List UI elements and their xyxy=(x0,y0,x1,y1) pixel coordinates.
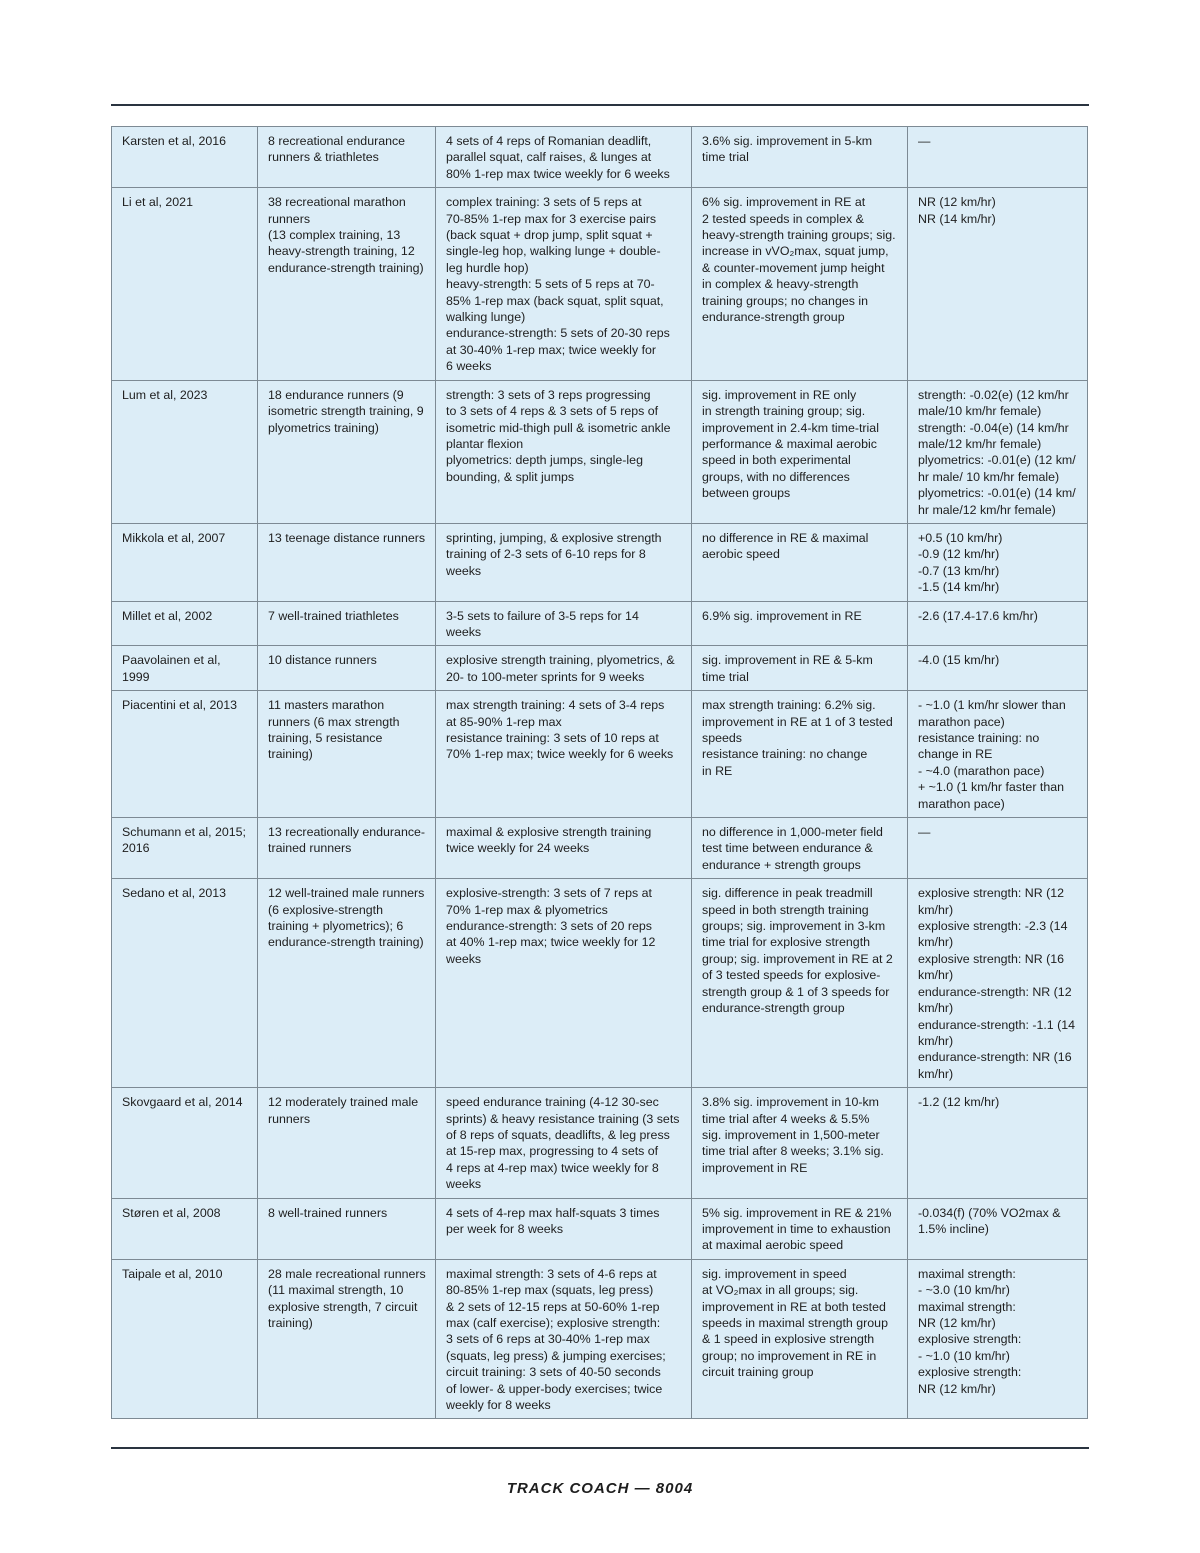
study-cell xyxy=(112,127,258,188)
cell-line: maximal strength: xyxy=(918,1266,1016,1281)
table-row xyxy=(112,1088,1088,1198)
cell-line: 1.5% incline) xyxy=(918,1221,989,1236)
cell-line: (6 explosive-strength xyxy=(268,902,384,917)
cell-line: training of 2-3 sets of 6-10 reps for 8 xyxy=(446,547,646,562)
cell-line: between groups xyxy=(702,486,791,501)
page-footer: TRACK COACH — 8004 xyxy=(506,1480,694,1497)
table-row xyxy=(112,127,1088,188)
subjects-cell xyxy=(258,646,436,691)
cell-line: training + plyometrics); 6 xyxy=(268,919,404,934)
re-change-cell xyxy=(908,523,1088,601)
cell-line: 80% 1-rep max twice weekly for 6 weeks xyxy=(446,166,670,181)
outcome-cell xyxy=(692,601,908,646)
cell-line: km/hr) xyxy=(918,1033,954,1048)
cell-line: max strength training: 6.2% sig. xyxy=(702,698,876,713)
subjects-cell xyxy=(258,818,436,879)
cell-line: performance & maximal aerobic xyxy=(702,436,877,451)
cell-line: 3 sets of 6 reps at 30-40% 1-rep max xyxy=(446,1332,650,1347)
cell-line: resistance training: no xyxy=(918,731,1040,745)
protocol-cell xyxy=(436,601,692,646)
cell-line: 11 masters marathon xyxy=(268,698,385,713)
protocol-cell xyxy=(436,1198,692,1259)
cell-line: male/12 km/hr female) xyxy=(918,436,1042,451)
subjects-cell xyxy=(258,380,436,523)
cell-line: Karsten et al, 2016 xyxy=(122,134,227,148)
cell-line: & counter-movement jump height xyxy=(702,260,885,275)
study-cell xyxy=(112,188,258,380)
cell-line: runners (6 max strength xyxy=(268,714,400,729)
study-cell xyxy=(112,1088,258,1198)
cell-line: no difference in RE & maximal xyxy=(702,530,869,545)
cell-line: sig. improvement in RE only xyxy=(702,387,857,402)
cell-line: speed in both strength training xyxy=(702,902,869,917)
cell-line: Schumann et al, 2015; xyxy=(122,825,246,840)
table-row xyxy=(112,523,1088,601)
cell-line: marathon pace) xyxy=(918,796,1005,811)
cell-line: in complex & heavy-strength xyxy=(702,277,859,292)
study-cell xyxy=(112,601,258,646)
subjects-cell xyxy=(258,1088,436,1198)
cell-line: sig. improvement in 1,500-meter xyxy=(702,1127,880,1142)
cell-line: weekly for 8 weeks xyxy=(446,1398,551,1413)
cell-line: max strength training: 4 sets of 3-4 reps xyxy=(446,698,665,713)
cell-line: heavy-strength training, 12 xyxy=(268,244,415,259)
cell-line: at 15-rep max, progressing to 4 sets of xyxy=(446,1144,659,1159)
cell-line: test time between endurance & xyxy=(702,841,873,856)
cell-line: 12 moderately trained male xyxy=(268,1095,419,1110)
outcome-cell xyxy=(692,818,908,879)
cell-line: sig. improvement in RE & 5-km xyxy=(702,653,873,668)
cell-line: group; no improvement in RE in xyxy=(702,1348,877,1363)
cell-line: km/hr) xyxy=(918,1001,954,1016)
re-change-cell xyxy=(908,818,1088,879)
cell-line: NR (12 km/hr) xyxy=(918,195,996,210)
outcome-cell xyxy=(692,691,908,818)
cell-line: 6.9% sig. improvement in RE xyxy=(702,608,862,623)
protocol-cell xyxy=(436,879,692,1088)
outcome-cell xyxy=(692,380,908,523)
subjects-cell xyxy=(258,1259,436,1419)
cell-line: improvement in RE xyxy=(702,1160,808,1175)
cell-line: isometric strength training, 9 xyxy=(268,404,424,419)
cell-line: (11 maximal strength, 10 xyxy=(268,1283,404,1298)
cell-line: + ~1.0 (1 km/hr faster than xyxy=(918,780,1065,795)
cell-line: NR (12 km/hr) xyxy=(918,1381,996,1396)
cell-line: Mikkola et al, 2007 xyxy=(122,530,226,545)
cell-line: resistance training: no change xyxy=(702,747,868,762)
cell-line: +0.5 (10 km/hr) xyxy=(918,530,1003,545)
cell-line: explosive strength: NR (16 xyxy=(918,951,1065,966)
subjects-cell xyxy=(258,188,436,380)
cell-line: marathon pace) xyxy=(918,714,1005,729)
cell-line: 3.6% sig. improvement in 5-km xyxy=(702,134,873,148)
protocol-cell xyxy=(436,188,692,380)
cell-line: — xyxy=(918,825,931,840)
cell-line: improvement in time to exhaustion xyxy=(702,1221,891,1236)
cell-line: in RE xyxy=(702,763,733,778)
cell-line: 4 sets of 4-rep max half-squats 3 times xyxy=(446,1205,660,1220)
protocol-cell xyxy=(436,1259,692,1419)
cell-line: endurance-strength: NR (12 xyxy=(918,984,1072,999)
outcome-cell xyxy=(692,1198,908,1259)
cell-line: improvement in 2.4-km time-trial xyxy=(702,420,879,435)
cell-line: -1.5 (14 km/hr) xyxy=(918,580,1000,595)
cell-line: strength: -0.02(e) (12 km/hr xyxy=(918,387,1069,402)
subjects-cell xyxy=(258,601,436,646)
cell-line: (squats, leg press) & jumping exercises; xyxy=(446,1348,666,1363)
cell-line: leg hurdle hop) xyxy=(446,260,529,275)
cell-line: Li et al, 2021 xyxy=(122,195,193,210)
cell-line: groups, with no differences xyxy=(702,469,850,484)
cell-line: & 1 speed in explosive strength xyxy=(702,1332,875,1347)
study-cell xyxy=(112,646,258,691)
cell-line: no difference in 1,000-meter field xyxy=(702,825,883,840)
cell-line: hr male/12 km/hr female) xyxy=(918,502,1056,517)
cell-line: 20- to 100-meter sprints for 9 weeks xyxy=(446,669,645,684)
cell-line: endurance-strength training) xyxy=(268,935,424,950)
cell-line: time trial for explosive strength xyxy=(702,935,871,950)
cell-line: sprints) & heavy resistance training (3 sets xyxy=(446,1111,680,1126)
re-change-cell xyxy=(908,691,1088,818)
cell-line: maximal strength: xyxy=(918,1299,1016,1314)
cell-line: 8 recreational endurance xyxy=(268,134,406,148)
re-change-cell xyxy=(908,380,1088,523)
cell-line: of lower- & upper-body exercises; twice xyxy=(446,1381,663,1396)
subjects-cell xyxy=(258,1198,436,1259)
cell-line: 6 weeks xyxy=(446,359,492,374)
cell-line: circuit training group xyxy=(702,1365,814,1380)
cell-line: per week for 8 weeks xyxy=(446,1221,564,1236)
cell-line: Piacentini et al, 2013 xyxy=(122,698,238,713)
cell-line: & 2 sets of 12-15 reps at 50-60% 1-rep xyxy=(446,1299,660,1314)
cell-line: - ~3.0 (10 km/hr) xyxy=(918,1283,1010,1298)
table-body xyxy=(112,127,1088,1419)
cell-line: single-leg hop, walking lunge + double- xyxy=(446,244,661,259)
cell-line: Taipale et al, 2010 xyxy=(122,1266,223,1281)
cell-line: 70-85% 1-rep max for 3 exercise pairs xyxy=(446,211,657,226)
cell-line: 13 teenage distance runners xyxy=(268,530,426,545)
re-change-cell xyxy=(908,879,1088,1088)
cell-line: 70% 1-rep max; twice weekly for 6 weeks xyxy=(446,747,674,762)
re-change-cell xyxy=(908,188,1088,380)
cell-line: endurance-strength group xyxy=(702,310,845,325)
cell-line: at 40% 1-rep max; twice weekly for 12 xyxy=(446,935,656,950)
protocol-cell xyxy=(436,523,692,601)
cell-line: 4 sets of 4 reps of Romanian deadlift, xyxy=(446,134,652,148)
cell-line: complex training: 3 sets of 5 reps at xyxy=(446,195,642,210)
cell-line: to 3 sets of 4 reps & 3 sets of 5 reps of xyxy=(446,404,659,419)
cell-line: plyometrics training) xyxy=(268,420,379,435)
cell-line: - ~4.0 (marathon pace) xyxy=(918,763,1045,778)
cell-line: 18 endurance runners (9 xyxy=(268,387,404,402)
study-cell xyxy=(112,691,258,818)
cell-line: km/hr) xyxy=(918,935,954,950)
re-change-cell xyxy=(908,1198,1088,1259)
study-cell xyxy=(112,1198,258,1259)
cell-line: explosive strength: NR (12 xyxy=(918,886,1065,901)
cell-line: strength: 3 sets of 3 reps progressing xyxy=(446,387,651,402)
table-row xyxy=(112,646,1088,691)
cell-line: heavy-strength training groups; sig. xyxy=(702,228,896,243)
cell-line: Skovgaard et al, 2014 xyxy=(122,1095,243,1110)
cell-line: endurance-strength: 5 sets of 20-30 reps xyxy=(446,326,670,341)
cell-line: at VO₂max in all groups; sig. xyxy=(702,1283,859,1298)
header-rule xyxy=(111,104,1089,106)
cell-line: 70% 1-rep max & plyometrics xyxy=(446,902,608,917)
cell-line: sig. difference in peak treadmill xyxy=(702,886,873,901)
cell-line: at maximal aerobic speed xyxy=(702,1238,844,1253)
cell-line: group; sig. improvement in RE at 2 xyxy=(702,951,893,966)
cell-line: 85% 1-rep max (back squat, split squat, xyxy=(446,293,664,308)
cell-line: of 3 tested speeds for explosive- xyxy=(702,968,881,983)
cell-line: km/hr) xyxy=(918,1066,954,1081)
cell-line: - ~1.0 (1 km/hr slower than xyxy=(918,698,1066,713)
cell-line: plyometrics: depth jumps, single-leg xyxy=(446,453,643,468)
table-row xyxy=(112,1198,1088,1259)
cell-line: runners xyxy=(268,211,311,226)
cell-line: 8 well-trained runners xyxy=(268,1205,388,1220)
cell-line: in strength training group; sig. xyxy=(702,404,866,419)
cell-line: twice weekly for 24 weeks xyxy=(446,841,590,856)
study-cell xyxy=(112,818,258,879)
cell-line: NR (12 km/hr) xyxy=(918,1316,996,1330)
cell-line: male/10 km/hr female) xyxy=(918,404,1042,419)
cell-line: circuit training: 3 sets of 40-50 seconds xyxy=(446,1365,661,1380)
cell-line: speeds in maximal strength group xyxy=(702,1316,888,1330)
outcome-cell xyxy=(692,646,908,691)
cell-line: 7 well-trained triathletes xyxy=(268,608,399,623)
cell-line: weeks xyxy=(446,951,482,966)
cell-line: endurance + strength groups xyxy=(702,857,861,872)
cell-line: — xyxy=(918,134,931,148)
cell-line: 1999 xyxy=(122,669,150,684)
cell-line: explosive strength, 7 circuit xyxy=(268,1299,418,1314)
re-change-cell xyxy=(908,601,1088,646)
cell-line: explosive strength: xyxy=(918,1332,1022,1347)
cell-line: runners & triathletes xyxy=(268,150,379,165)
table-row xyxy=(112,879,1088,1088)
cell-line: training, 5 resistance xyxy=(268,731,383,745)
cell-line: 6% sig. improvement in RE at xyxy=(702,195,866,210)
subjects-cell xyxy=(258,691,436,818)
cell-line: endurance-strength: NR (16 xyxy=(918,1050,1072,1065)
study-cell xyxy=(112,879,258,1088)
cell-line: 3-5 sets to failure of 3-5 reps for 14 xyxy=(446,608,639,623)
footer-rule xyxy=(111,1447,1089,1449)
outcome-cell xyxy=(692,188,908,380)
cell-line: speed in both experimental xyxy=(702,453,851,468)
cell-line: improvement in RE at both tested xyxy=(702,1299,886,1314)
re-change-cell xyxy=(908,1088,1088,1198)
cell-line: - ~1.0 (10 km/hr) xyxy=(918,1348,1010,1363)
cell-line: heavy-strength: 5 sets of 5 reps at 70- xyxy=(446,277,655,292)
cell-line: -1.2 (12 km/hr) xyxy=(918,1095,1000,1110)
protocol-cell xyxy=(436,818,692,879)
protocol-cell xyxy=(436,1088,692,1198)
cell-line: speed endurance training (4-12 30-sec xyxy=(446,1095,659,1110)
protocol-cell xyxy=(436,646,692,691)
cell-line: Sedano et al, 2013 xyxy=(122,886,227,901)
outcome-cell xyxy=(692,127,908,188)
re-change-cell xyxy=(908,646,1088,691)
cell-line: weeks xyxy=(446,563,482,578)
cell-line: strength: -0.04(e) (14 km/hr xyxy=(918,420,1069,435)
cell-line: speeds xyxy=(702,731,742,745)
cell-line: max (calf exercise); explosive strength: xyxy=(446,1316,661,1330)
cell-line: sig. improvement in speed xyxy=(702,1266,847,1281)
outcome-cell xyxy=(692,1259,908,1419)
study-cell xyxy=(112,1259,258,1419)
cell-line: of 8 reps of squats, deadlifts, & leg press xyxy=(446,1127,670,1142)
cell-line: isometric mid-thigh pull & isometric ankle xyxy=(446,420,671,435)
cell-line: increase in vVO₂max, squat jump, xyxy=(702,244,889,259)
cell-line: walking lunge) xyxy=(446,310,526,325)
table-row xyxy=(112,601,1088,646)
cell-line: plantar flexion xyxy=(446,436,524,451)
cell-line: parallel squat, calf raises, & lunges at xyxy=(446,150,652,165)
cell-line: groups; sig. improvement in 3-km xyxy=(702,919,886,934)
cell-line: Lum et al, 2023 xyxy=(122,387,208,402)
cell-line: 5% sig. improvement in RE & 21% xyxy=(702,1205,892,1220)
cell-line: endurance-strength group xyxy=(702,1001,845,1016)
cell-line: explosive strength: xyxy=(918,1365,1022,1380)
cell-line: hr male/ 10 km/hr female) xyxy=(918,469,1060,484)
cell-line: km/hr) xyxy=(918,902,954,917)
cell-line: Millet et al, 2002 xyxy=(122,608,213,623)
cell-line: 28 male recreational runners xyxy=(268,1266,426,1281)
cell-line: training) xyxy=(268,1316,313,1330)
protocol-cell xyxy=(436,691,692,818)
cell-line: (13 complex training, 13 xyxy=(268,228,401,243)
cell-line: Paavolainen et al, xyxy=(122,653,221,668)
table-row xyxy=(112,1259,1088,1419)
cell-line: aerobic speed xyxy=(702,547,780,562)
cell-line: 2016 xyxy=(122,841,150,856)
cell-line: km/hr) xyxy=(918,968,954,983)
re-change-cell xyxy=(908,127,1088,188)
cell-line: 12 well-trained male runners xyxy=(268,886,425,901)
cell-line: -0.7 (13 km/hr) xyxy=(918,563,1000,578)
cell-line: time trial after 8 weeks; 3.1% sig. xyxy=(702,1144,884,1159)
cell-line: strength group & 1 of 3 speeds for xyxy=(702,984,890,999)
table-row xyxy=(112,691,1088,818)
cell-line: 38 recreational marathon xyxy=(268,195,406,210)
cell-line: 3.8% sig. improvement in 10-km xyxy=(702,1095,879,1110)
cell-line: plyometrics: -0.01(e) (14 km/ xyxy=(918,486,1076,501)
protocol-cell xyxy=(436,380,692,523)
cell-line: endurance-strength: -1.1 (14 xyxy=(918,1017,1076,1032)
cell-line: -0.034(f) (70% VO2max & xyxy=(918,1205,1061,1220)
cell-line: at 30-40% 1-rep max; twice weekly for xyxy=(446,342,657,357)
cell-line: runners xyxy=(268,1111,311,1126)
cell-line: endurance-strength: 3 sets of 20 reps xyxy=(446,919,652,934)
cell-line: plyometrics: -0.01(e) (12 km/ xyxy=(918,453,1076,468)
cell-line: explosive strength: -2.3 (14 xyxy=(918,919,1068,934)
cell-line: change in RE xyxy=(918,747,993,762)
cell-line: explosive strength training, plyometrics, & xyxy=(446,653,675,668)
cell-line: training groups; no changes in xyxy=(702,293,869,308)
cell-line: sprinting, jumping, & explosive strength xyxy=(446,530,662,545)
cell-line: endurance-strength training) xyxy=(268,260,424,275)
cell-line: -4.0 (15 km/hr) xyxy=(918,653,1000,668)
cell-line: trained runners xyxy=(268,841,352,856)
cell-line: 10 distance runners xyxy=(268,653,377,668)
cell-line: 4 reps at 4-rep max) twice weekly for 8 xyxy=(446,1160,659,1175)
re-change-cell xyxy=(908,1259,1088,1419)
cell-line: resistance training: 3 sets of 10 reps at xyxy=(446,731,659,745)
cell-line: 13 recreationally endurance- xyxy=(268,825,426,840)
table-row xyxy=(112,818,1088,879)
study-cell xyxy=(112,523,258,601)
cell-line: time trial after 4 weeks & 5.5% xyxy=(702,1111,870,1126)
cell-line: weeks xyxy=(446,624,482,639)
cell-line: training) xyxy=(268,747,313,762)
protocol-cell xyxy=(436,127,692,188)
cell-line: NR (14 km/hr) xyxy=(918,211,996,226)
cell-line: maximal & explosive strength training xyxy=(446,825,652,840)
study-cell xyxy=(112,380,258,523)
cell-line: -0.9 (12 km/hr) xyxy=(918,547,1000,562)
outcome-cell xyxy=(692,879,908,1088)
cell-line: improvement in RE at 1 of 3 tested xyxy=(702,714,893,729)
cell-line: maximal strength: 3 sets of 4-6 reps at xyxy=(446,1266,657,1281)
table-row xyxy=(112,380,1088,523)
subjects-cell xyxy=(258,523,436,601)
cell-line: bounding, & split jumps xyxy=(446,469,575,484)
cell-line: explosive-strength: 3 sets of 7 reps at xyxy=(446,886,652,901)
subjects-cell xyxy=(258,879,436,1088)
outcome-cell xyxy=(692,523,908,601)
cell-line: -2.6 (17.4-17.6 km/hr) xyxy=(918,608,1038,623)
cell-line: 80-85% 1-rep max (squats, leg press) xyxy=(446,1283,654,1298)
cell-line: 2 tested speeds in complex & xyxy=(702,211,864,226)
cell-line: at 85-90% 1-rep max xyxy=(446,714,562,729)
cell-line: Støren et al, 2008 xyxy=(122,1205,221,1220)
table-row xyxy=(112,188,1088,380)
studies-table xyxy=(111,126,1088,1419)
cell-line: time trial xyxy=(702,669,749,684)
cell-line: weeks xyxy=(446,1177,482,1192)
subjects-cell xyxy=(258,127,436,188)
cell-line: time trial xyxy=(702,150,749,165)
cell-line: (back squat + drop jump, split squat + xyxy=(446,228,653,243)
outcome-cell xyxy=(692,1088,908,1198)
